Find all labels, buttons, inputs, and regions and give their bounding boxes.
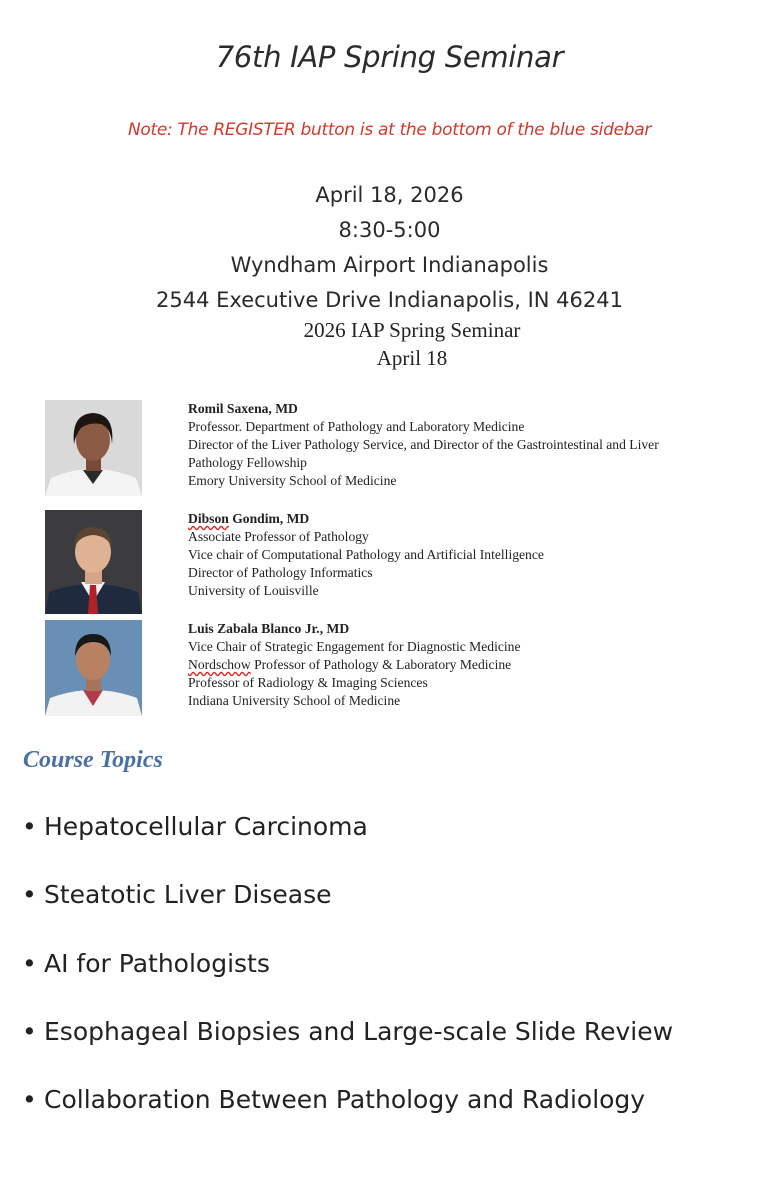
topic-item — [22, 880, 332, 909]
topic-item — [22, 949, 270, 978]
speaker-details — [188, 510, 768, 600]
topic-text: Collaboration Between Pathology and Radiology — [44, 1085, 646, 1114]
speaker-title-line — [188, 656, 768, 674]
topic-text: Esophageal Biopsies and Large-scale Slide Review — [44, 1017, 674, 1046]
speaker-title-line: Professor. Department of Pathology and Laboratory Medicine — [188, 419, 525, 434]
topic-text: Hepatocellular Carcinoma — [44, 812, 368, 841]
speaker-first-name: Dibson — [188, 511, 229, 526]
bullet: • — [22, 812, 37, 841]
speaker-last-name: Gondim, MD — [228, 511, 310, 526]
bullet: • — [22, 1017, 37, 1046]
topic-text: AI for Pathologists — [44, 949, 270, 978]
speaker-photo — [45, 510, 142, 614]
register-note: Note: The REGISTER button is at the bottom of the blue sidebar — [127, 120, 652, 140]
bullet: • — [22, 1085, 37, 1114]
speaker-title-line: Director of the Liver Pathology Service, and Director of the Gastrointestinal and Liver — [188, 437, 659, 452]
speaker-affiliation: University of Louisville — [188, 583, 319, 598]
page-title: 76th IAP Spring Seminar — [215, 40, 564, 74]
event-date: April 18, 2026 — [315, 183, 464, 207]
bullet: • — [22, 880, 37, 909]
speaker-photo — [45, 620, 142, 716]
speaker-title-line: Vice Chair of Strategic Engagement for Diagnostic Medicine — [188, 639, 521, 654]
speaker-title-line: Professor of Radiology & Imaging Sciences — [188, 675, 428, 690]
topic-item — [22, 1017, 673, 1046]
speaker-affiliation: Indiana University School of Medicine — [188, 693, 401, 708]
topic-item — [22, 1085, 645, 1114]
speaker-photo — [45, 400, 142, 496]
speaker-affiliation: Emory University School of Medicine — [188, 473, 397, 488]
flyer-title: 2026 IAP Spring Seminar — [303, 318, 521, 342]
event-venue: Wyndham Airport Indianapolis — [230, 253, 549, 277]
speaker-title-word: Nordschow — [188, 657, 251, 672]
speaker-name — [188, 510, 768, 528]
topic-text: Steatotic Liver Disease — [44, 880, 332, 909]
speaker-details — [188, 400, 768, 490]
event-address: 2544 Executive Drive Indianapolis, IN 46241 — [156, 288, 623, 312]
speaker-title-rest: Professor of Pathology & Laboratory Medicine — [250, 657, 512, 672]
speaker-name: Luis Zabala Blanco Jr., MD — [188, 621, 350, 636]
speaker-title-line: Associate Professor of Pathology — [188, 529, 369, 544]
speaker-title-line: Director of Pathology Informatics — [188, 565, 373, 580]
event-info — [0, 178, 779, 318]
bullet: • — [22, 949, 37, 978]
speaker-name: Romil Saxena, MD — [188, 401, 298, 416]
speaker-title-line: Pathology Fellowship — [188, 455, 307, 470]
course-topics-heading: Course Topics — [23, 747, 163, 773]
flyer-date: April 18 — [376, 346, 448, 370]
event-time: 8:30-5:00 — [338, 218, 441, 242]
speaker-title-line: Vice chair of Computational Pathology and Artificial Intelligence — [188, 547, 544, 562]
speaker-details — [188, 620, 768, 710]
topic-item — [22, 812, 368, 841]
flyer-heading — [0, 316, 779, 372]
